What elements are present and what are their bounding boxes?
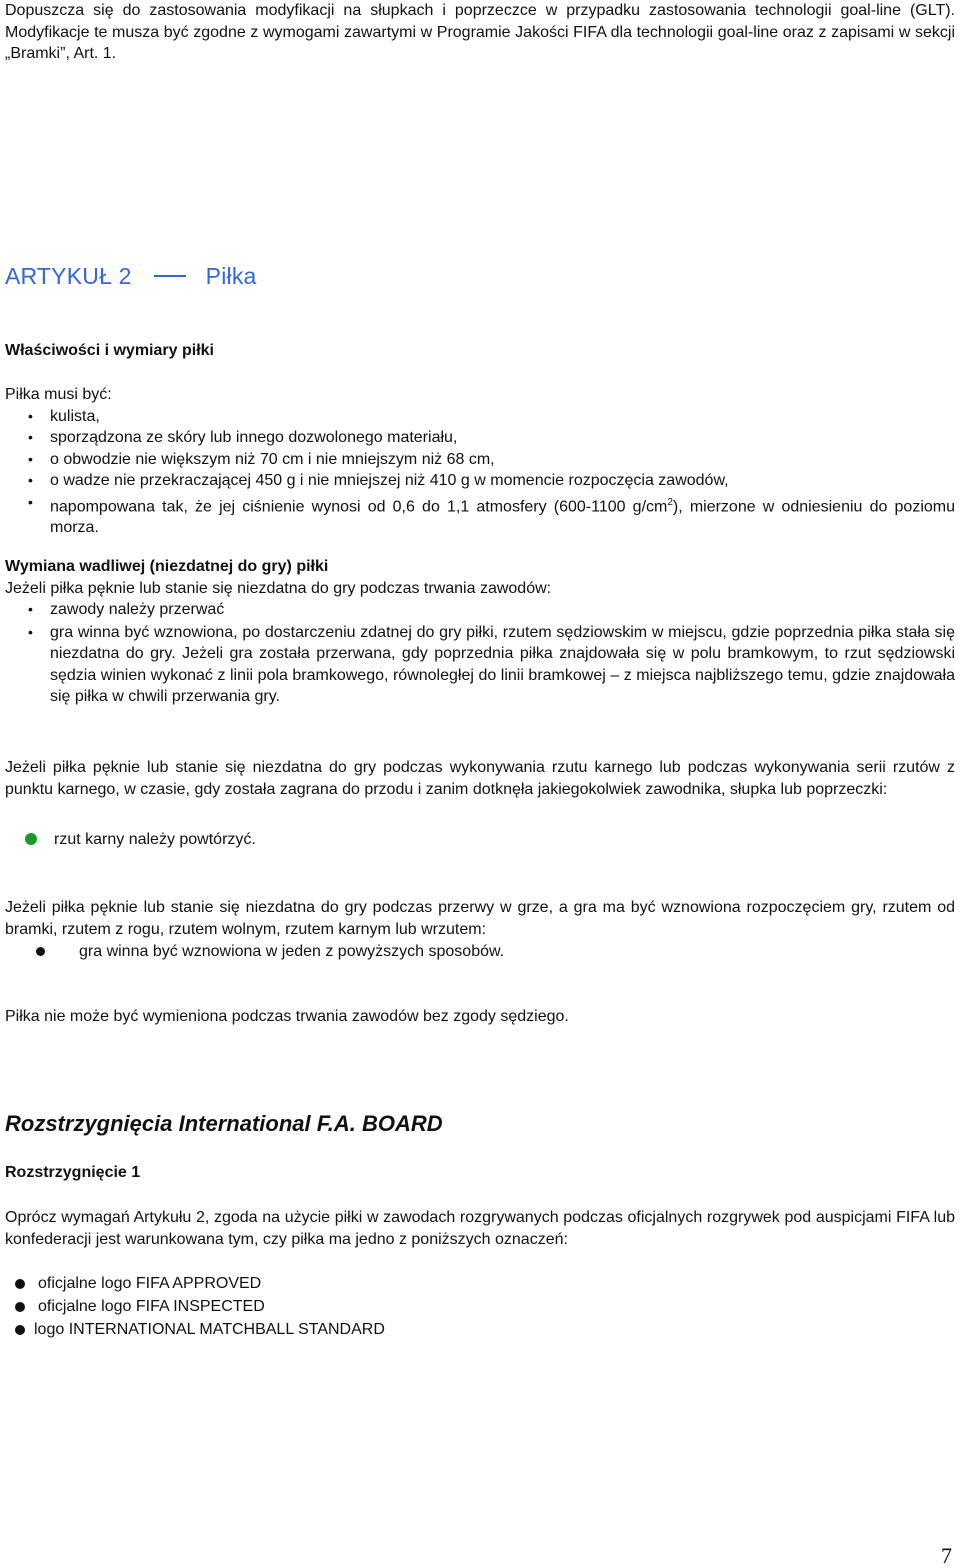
page-number: 7: [941, 1543, 952, 1568]
list-item: oficjalne logo FIFA APPROVED: [5, 1273, 955, 1296]
bullet-icon: •: [28, 601, 33, 617]
bullet-icon: [15, 1279, 25, 1289]
properties-section: [5, 340, 955, 362]
article-heading: [5, 263, 955, 289]
list-item: logo INTERNATIONAL MATCHBALL STANDARD: [5, 1319, 955, 1342]
board-heading-block: [5, 1113, 955, 1135]
heading-dash: [154, 275, 186, 277]
intro-text: Dopuszcza się do zastosowania modyfikacji na słupkach i poprzeczce w przypadku zastosowania technologii goal-line (GLT). Modyfikacje te musza być zgodne z wymogami zawartymi w Programie Jakości FIFA dla technologii goal-line oraz z zapisami w sekcji „Bramki”, Art. 1.: [5, 2, 955, 62]
replacement-lead: Jeżeli piłka pęknie lub stanie się niezdatna do gry podczas trwania zawodów:: [5, 579, 552, 597]
bullet-icon: [15, 1302, 25, 1312]
no-change-text: Piłka nie może być wymieniona podczas trwania zawodów bez zgody sędziego.: [5, 1008, 569, 1025]
article-name: Piłka: [205, 263, 257, 289]
stoppage-item-text: gra winna być wznowiona w jeden z powyższych sposobów.: [79, 943, 505, 960]
bullet-icon: •: [28, 429, 33, 445]
board-text: Oprócz wymagań Artykułu 2, zgoda na użycie piłki w zawodach rozgrywanych podczas oficjalnych rozgrywek pod auspicjami FIFA lub konfederacji jest warunkowana tym, czy piłka ma jedno z poniższych oznaczeń:: [5, 1209, 955, 1248]
bullet-icon: •: [28, 623, 33, 640]
list-item: • gra winna być wznowiona, po dostarczeniu zdatnej do gry piłki, rzutem sędziowskim w miejscu, gdzie poprzednia piłka stała się niezdatna do gry. Jeżeli gra została przerwana, gdy poprzednia piłka znajdowała się w polu bramkowym, to rzut sędziowski sędzia winien wykonać z linii pola bramkowego, równoległej do linii bramkowej – z miejsca najbliższego temu, gdzie znajdowała się piłka w chwili przerwania gry.: [28, 623, 955, 705]
replacement-list: [5, 599, 955, 708]
bullet-icon: •: [28, 450, 33, 467]
list-item: • zawody należy przerwać: [5, 599, 955, 621]
list-item: • sporządzona ze skóry lub innego dozwolonego materiału,: [5, 427, 955, 449]
no-change-paragraph: [5, 1006, 955, 1028]
penalty-item-text: rzut karny należy powtórzyć.: [54, 831, 256, 848]
properties-list: [5, 406, 955, 539]
bullet-icon: •: [28, 472, 33, 488]
properties-heading: Właściwości i wymiary piłki: [5, 342, 214, 359]
list-item: • o wadze nie przekraczającej 450 g i nie mniejszej niż 410 g w momencie rozpoczęcia zawodów,: [5, 470, 955, 492]
article-title: [5, 263, 955, 289]
list-item: • kulista,: [5, 406, 955, 428]
green-bullet-icon: [25, 833, 37, 845]
list-item-pressure: • napompowana tak, że jej ciśnienie wynosi od 0,6 do 1,1 atmosfery (600-1100 $g/cm^2$), mierzone w odniesieniu do poziomu morza.: [28, 493, 955, 537]
properties-list-block: [5, 384, 955, 539]
board-subheading: Rozstrzygnięcie 1: [5, 1164, 141, 1181]
bullet-icon: •: [28, 493, 33, 510]
stoppage-section: [5, 897, 955, 940]
penalty-section: [5, 757, 955, 800]
article-number: ARTYKUŁ 2: [5, 263, 132, 289]
intro-paragraph: [5, 0, 955, 65]
board-heading: Rozstrzygnięcia International F.A. BOARD: [5, 1111, 443, 1136]
board-text-block: [5, 1207, 955, 1250]
list-item: oficjalne logo FIFA INSPECTED: [5, 1296, 955, 1319]
board-list: [5, 1273, 955, 1342]
replacement-section: [5, 556, 955, 708]
list-item: • o obwodzie nie większym niż 70 cm i nie mniejszym niż 68 cm,: [5, 449, 955, 471]
board-sub-block: [5, 1162, 955, 1184]
bullet-icon: [36, 947, 45, 956]
penalty-text: Jeżeli piłka pęknie lub stanie się niezdatna do gry podczas wykonywania rzutu karnego lub podczas wykonywania serii rzutów z punktu karnego, w czasie, gdy została zagrana do przodu i zanim dotknęła jakiegokolwiek zawodnika, słupka lub poprzeczki:: [5, 759, 955, 798]
replacement-heading: Wymiana wadliwej (niezdatnej do gry) piłki: [5, 558, 329, 575]
stoppage-text: Jeżeli piłka pęknie lub stanie się niezdatna do gry podczas przerwy w grze, a gra ma być wznowiona rozpoczęciem gry, rzutem od bramki, rzutem z rogu, rzutem wolnym, rzutem karnym lub wrzutem:: [5, 899, 955, 938]
bullet-icon: •: [28, 407, 33, 424]
bullet-icon: [15, 1325, 25, 1335]
properties-lead: Piłka musi być:: [5, 386, 112, 403]
